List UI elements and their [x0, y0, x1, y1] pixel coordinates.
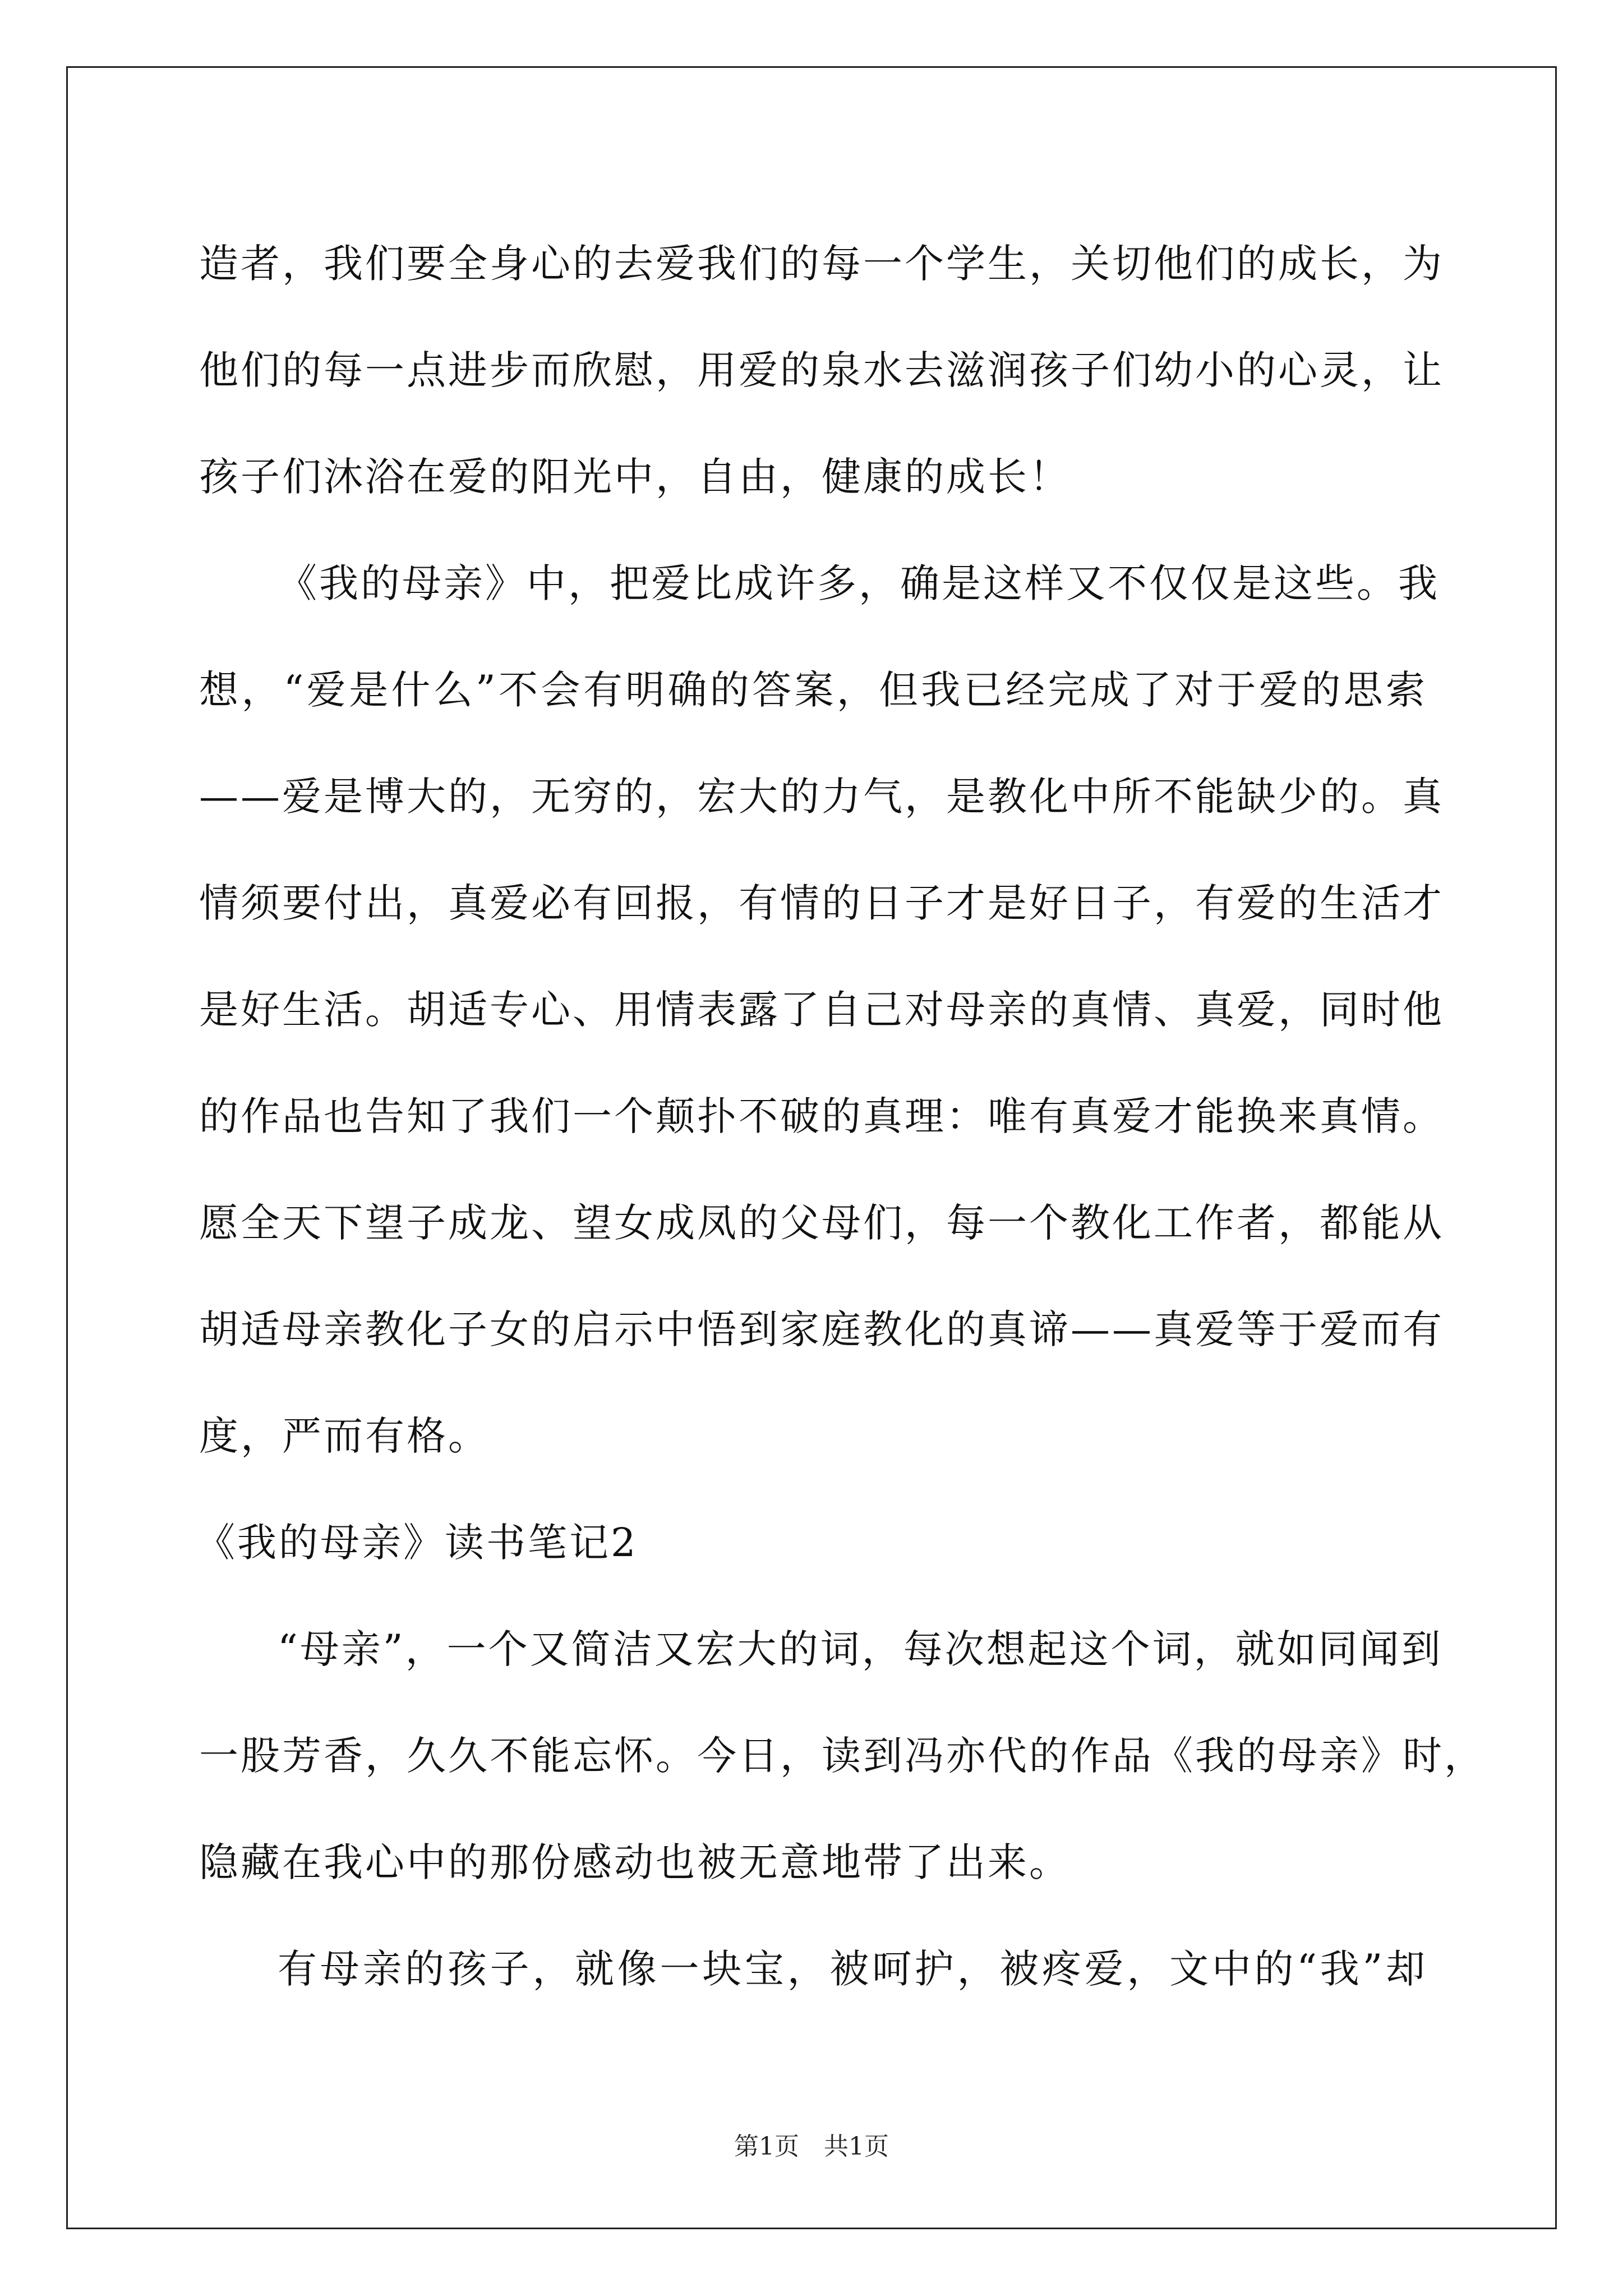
text-line: 的作品也告知了我们一个颠扑不破的真理：唯有真爱才能换来真情。 — [199, 1093, 1444, 1139]
page-number-footer: 第1页 共1页 — [734, 2132, 889, 2161]
text-line: 度，严而有格。 — [199, 1413, 490, 1459]
text-line: 他们的每一点进步而欣慰，用爱的泉水去滋润孩子们幼小的心灵，让 — [199, 347, 1444, 393]
text-line: 一股芳香，久久不能忘怀。今日，读到冯亦代的作品《我的母亲》时， — [199, 1733, 1486, 1779]
text-line: 《我的母亲》中，把爱比成许多，确是这样又不仅仅是这些。我 — [278, 560, 1440, 606]
text-line: “母亲”，一个又简洁又宏大的词，每次想起这个词，就如同闻到 — [278, 1626, 1443, 1672]
text-line: 造者，我们要全身心的去爱我们的每一个学生，关切他们的成长，为 — [199, 241, 1444, 287]
text-line: 是好生活。胡适专心、用情表露了自己对母亲的真情、真爱，同时他 — [199, 987, 1444, 1033]
text-line: 想，“爱是什么”不会有明确的答案，但我已经完成了对于爱的思索 — [199, 667, 1427, 713]
document-body — [196, 210, 1486, 2022]
section-heading: 《我的母亲》读书笔记2 — [196, 1520, 638, 1566]
text-line: 胡适母亲教化子女的启示中悟到家庭教化的真谛——真爱等于爱而有 — [199, 1306, 1444, 1352]
text-line: 隐藏在我心中的那份感动也被无意地带了出来。 — [199, 1839, 1071, 1885]
text-line: 有母亲的孩子，就像一块宝，被呵护，被疼爱，文中的“我”却 — [278, 1946, 1427, 1992]
text-line: ——爱是博大的，无穷的，宏大的力气，是教化中所不能缺少的。真 — [199, 774, 1444, 820]
text-line: 愿全天下望子成龙、望女成凤的父母们，每一个教化工作者，都能从 — [199, 1200, 1444, 1246]
text-line: 情须要付出，真爱必有回报，有情的日子才是好日子，有爱的生活才 — [199, 880, 1444, 926]
text-line: 孩子们沐浴在爱的阳光中，自由，健康的成长！ — [199, 454, 1071, 500]
